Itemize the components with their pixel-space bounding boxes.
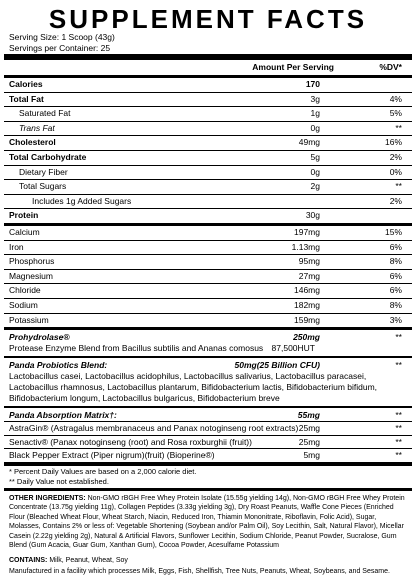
nutrient-row bbox=[4, 179, 412, 194]
nutrient-row bbox=[4, 298, 412, 313]
nutrient-amount: 0g bbox=[310, 166, 320, 177]
footnote-not-established: ** Daily Value not established. bbox=[9, 476, 109, 486]
nutrient-name: Chloride bbox=[9, 285, 41, 296]
contains-label: CONTAINS: bbox=[9, 556, 48, 564]
nutrient-name: Calories bbox=[9, 79, 43, 89]
manufactured-note: Manufactured in a facility which processes Milk, Eggs, Fish, Shellfish, Tree Nuts, Peanuts, Wheat, Soybeans, and Sesame. bbox=[9, 568, 390, 576]
nutrient-row bbox=[4, 92, 412, 107]
nutrient-dv: 6% bbox=[389, 241, 402, 252]
panel-title: SUPPLEMENT FACTS bbox=[48, 4, 368, 34]
nutrient-amount: 5g bbox=[310, 151, 320, 162]
nutrient-amount: 146mg bbox=[294, 285, 320, 296]
nutrient-amount: 197mg bbox=[294, 226, 320, 237]
nutrient-row bbox=[4, 121, 412, 136]
absorption-blend bbox=[4, 406, 412, 421]
nutrient-amount: 49mg bbox=[298, 137, 320, 148]
nutrient-dv: 5% bbox=[389, 108, 402, 119]
probiotics-amount: 50mg(25 Billion CFU) bbox=[234, 360, 320, 371]
nutrient-amount: 27mg bbox=[298, 270, 320, 281]
nutrient-name: Total Sugars bbox=[19, 181, 67, 192]
nutrient-row bbox=[4, 106, 412, 121]
absorption-item-amount: 25mg bbox=[298, 436, 320, 447]
probiotics-star: ** bbox=[395, 360, 402, 371]
serving-size: Serving Size: 1 Scoop (43g) bbox=[9, 32, 115, 42]
nutrient-amount: 170 bbox=[305, 79, 320, 89]
footnotes bbox=[4, 466, 412, 488]
mineral-list bbox=[4, 226, 412, 327]
column-header bbox=[4, 60, 412, 75]
nutrient-dv: 2% bbox=[389, 151, 402, 162]
nutrient-list bbox=[4, 78, 412, 223]
prohydrolase-star: ** bbox=[395, 332, 402, 343]
other-ingredients bbox=[4, 491, 412, 551]
nutrient-row bbox=[4, 150, 412, 165]
nutrient-row bbox=[4, 226, 412, 240]
nutrient-name: Total Carbohydrate bbox=[9, 151, 87, 162]
nutrient-amount: 1.13mg bbox=[291, 241, 320, 252]
absorption-items bbox=[4, 421, 412, 462]
nutrient-dv: 6% bbox=[389, 285, 402, 296]
nutrient-name: Includes 1g Added Sugars bbox=[32, 195, 132, 206]
nutrient-row bbox=[4, 208, 412, 223]
dv-header: %DV* bbox=[379, 62, 402, 72]
nutrient-dv: 8% bbox=[389, 299, 402, 310]
absorption-amount: 55mg bbox=[297, 410, 320, 421]
prohydrolase-name: Prohydrolase® bbox=[9, 332, 70, 343]
amount-per-serving-header: Amount Per Serving bbox=[252, 62, 334, 72]
nutrient-name: Saturated Fat bbox=[19, 108, 71, 119]
nutrient-dv: ** bbox=[395, 181, 402, 192]
nutrient-amount: 1g bbox=[310, 108, 320, 119]
prohydrolase-hut: 87,500HUT bbox=[271, 343, 315, 354]
absorption-item-name: Black Pepper Extract (Piper nigrum)(fruit) (Bioperine®) bbox=[9, 450, 215, 461]
absorption-name: Panda Absorption Matrix†: bbox=[9, 410, 117, 421]
nutrient-name: Magnesium bbox=[9, 270, 53, 281]
nutrient-amount: 95mg bbox=[298, 256, 320, 267]
nutrient-amount: 0g bbox=[310, 122, 320, 133]
nutrient-row bbox=[4, 135, 412, 150]
absorption-item-name: AstraGin® (Astragalus membranaceus and Panax notoginseng root extracts) bbox=[9, 423, 299, 434]
absorption-item-name: Senactiv® (Panax notoginseng (root) and Rosa roxburghii (fruit)) bbox=[9, 436, 252, 447]
nutrient-amount: 182mg bbox=[294, 299, 320, 310]
prohydrolase-desc: Protease Enzyme Blend from Bacillus subtilis and Ananas comosus bbox=[9, 343, 264, 354]
contains-text: Milk, Peanut, Wheat, Soy bbox=[49, 556, 128, 564]
nutrient-amount: 2g bbox=[310, 181, 320, 192]
nutrient-row bbox=[4, 254, 412, 269]
absorption-item-amount: 25mg bbox=[298, 423, 320, 434]
nutrient-name: Cholesterol bbox=[9, 137, 56, 148]
absorption-item-star: ** bbox=[395, 436, 402, 447]
nutrient-row bbox=[4, 165, 412, 180]
nutrient-row bbox=[4, 194, 412, 209]
nutrient-name: Protein bbox=[9, 210, 39, 221]
absorption-item-star: ** bbox=[395, 450, 402, 461]
nutrient-dv: 2% bbox=[389, 195, 402, 206]
nutrient-name: Trans Fat bbox=[19, 122, 55, 133]
nutrient-amount: 159mg bbox=[294, 314, 320, 325]
probiotics-name: Panda Probiotics Blend: bbox=[9, 360, 108, 371]
nutrient-row bbox=[4, 269, 412, 284]
servings-per-container: Servings per Container: 25 bbox=[9, 43, 111, 53]
absorption-star: ** bbox=[395, 410, 402, 421]
probiotics-desc: Lactobacillus casei, Lactobacillus acidophilus, Lactobacillus salivarius, Lactobacillus paracasei, Lactobacillus rhamnosus, Lactobacillus plantarum, Bifidobacterium lactis, Bifidobacterium bifidum, Bifidobacterium longum, Lactobacillus bulgaricus, Bifidobacterium breve bbox=[9, 371, 378, 404]
nutrient-row bbox=[4, 240, 412, 255]
other-ingredients-label: OTHER INGREDIENTS: bbox=[9, 494, 86, 502]
absorption-item bbox=[4, 435, 412, 449]
contains bbox=[4, 556, 412, 566]
nutrient-name: Total Fat bbox=[9, 93, 44, 104]
nutrient-name: Dietary Fiber bbox=[19, 166, 68, 177]
nutrient-dv: 15% bbox=[384, 226, 402, 237]
prohydrolase-amount: 250mg bbox=[293, 332, 320, 343]
absorption-item-amount: 5mg bbox=[303, 450, 320, 461]
nutrient-dv: 6% bbox=[389, 270, 402, 281]
nutrient-amount: 30g bbox=[305, 210, 320, 221]
other-ingredients-text: Non-GMO rBGH Free Whey Protein Isolate (15.55g yielding 14g), Non-GMO rBGH Free Whey Protein Concentrate (13.75g yielding 11g), Collagen Peptides (3.33g yielding 3g), Dry Roast Peanuts, Waffle Cone Pieces (Enriched Flour (Bleached Wheat Flour, Wheat Starch, Niacin, Reduced Iron, Thiamin Mononitrate, Riboflavin, Folic Acid), Sugar, Molasses, Contains 2% or less of: Vegetable Shortening (Soybean and/or Palm Oil), Soy Lecithin, Salt, Natural Flavor), Micellar Casein (2.22g yielding 2g), Natural & Artificial Flavors, Sunflower Lecithin, Sodium Chloride, Peanut Powder, Sucralose, Gum Blend (Gum Acacia, Guar Gum, Xanthan Gum), Cocoa Powder, Acesulfame Potassium bbox=[9, 494, 405, 550]
nutrient-name: Calcium bbox=[9, 226, 40, 237]
nutrient-amount: 3g bbox=[310, 93, 320, 104]
nutrient-dv: 0% bbox=[389, 166, 402, 177]
nutrient-dv: ** bbox=[395, 122, 402, 133]
nutrient-name: Sodium bbox=[9, 299, 38, 310]
nutrient-row bbox=[4, 78, 412, 92]
nutrient-name: Iron bbox=[9, 241, 24, 252]
absorption-item-star: ** bbox=[395, 423, 402, 434]
nutrient-dv: 8% bbox=[389, 256, 402, 267]
absorption-item bbox=[4, 421, 412, 435]
prohydrolase-blend bbox=[4, 327, 412, 356]
absorption-item bbox=[4, 448, 412, 462]
nutrient-name: Phosphorus bbox=[9, 256, 55, 267]
nutrient-dv: 16% bbox=[384, 137, 402, 148]
nutrient-row bbox=[4, 313, 412, 328]
nutrient-name: Potassium bbox=[9, 314, 49, 325]
probiotics-blend bbox=[4, 356, 412, 406]
nutrient-row bbox=[4, 283, 412, 298]
nutrient-dv: 3% bbox=[389, 314, 402, 325]
supplement-facts-panel bbox=[4, 4, 412, 577]
footnote-dv: * Percent Daily Values are based on a 2,000 calorie diet. bbox=[9, 466, 197, 476]
nutrient-dv: 4% bbox=[389, 93, 402, 104]
